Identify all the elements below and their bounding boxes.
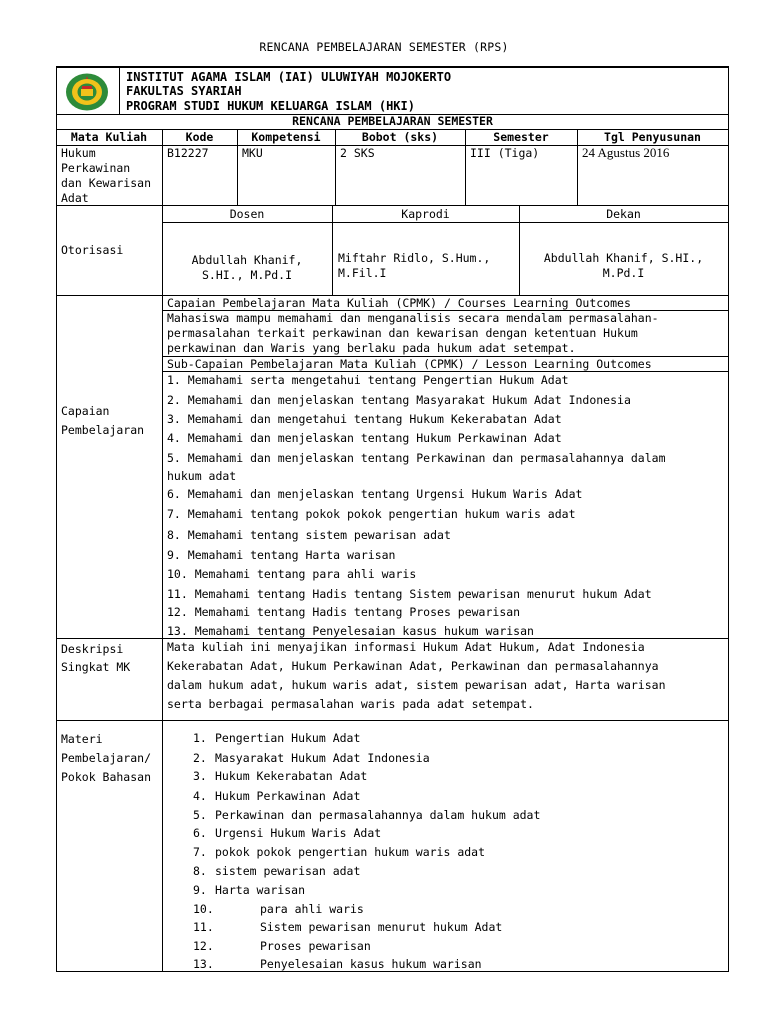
materi-item: para ahli waris [260,902,364,916]
materi-label-line: Pembelajaran/ [61,751,152,765]
divider [162,222,729,223]
course-competency: MKU [242,146,263,160]
divider [56,720,729,721]
materi-item: Urgensi Hukum Waris Adat [215,826,382,840]
materi-item-number: 1. [193,731,207,745]
deskripsi-label-line: Deskripsi [61,642,124,656]
sub-cpmk-heading: Sub-Capaian Pembelajaran Mata Kuliah (CPMK) / Lesson Learning Outcomes [167,357,652,371]
dekan-degree: M.Pd.I [602,266,645,280]
sub-cpmk-item: 1. Memahami serta mengetahui tentang Pengertian Hukum Adat [167,373,569,387]
materi-label-line: Materi [61,732,103,746]
materi-label-line: Pokok Bahasan [61,770,152,784]
materi-item-number: 13. [193,957,214,971]
materi-item-number: 8. [193,864,207,878]
materi-item-number: 11. [193,920,214,934]
sub-cpmk-item: 12. Memahami tentang Hadis tentang Proses pewarisan [167,605,521,619]
materi-item-number: 3. [193,769,207,783]
materi-item-number: 6. [193,826,207,840]
course-credits: 2 SKS [340,146,375,160]
course-name-line: Perkawinan [61,161,131,175]
cpmk-text-line: perkawinan dan Waris yang berlaku pada hukum adat setempat. [167,341,576,355]
deskripsi-text-line: serta berbagai permasalahan waris pada adat setempat. [167,697,534,711]
sub-cpmk-item: 11. Memahami tentang Hadis tentang Sistem pewarisan menurut hukum Adat [167,587,652,601]
deskripsi-text-line: Mata kuliah ini menyajikan informasi Hukum Adat Hukum, Adat Indonesia [167,640,645,654]
deskripsi-label-line: Singkat MK [61,660,131,674]
sub-cpmk-item: 9. Memahami tentang Harta warisan [167,548,396,562]
materi-item: pokok pokok pengertian hukum waris adat [215,845,486,859]
materi-item: Harta warisan [215,883,306,897]
sub-cpmk-item: hukum adat [167,469,237,483]
role-kaprodi: Kaprodi [401,207,450,221]
sub-cpmk-item: 2. Memahami dan menjelaskan tentang Masyarakat Hukum Adat Indonesia [167,393,631,407]
divider [56,205,729,206]
role-dekan: Dekan [606,207,641,221]
materi-item-number: 7. [193,845,207,859]
otorisasi-label: Otorisasi [61,243,124,257]
materi-item: Pengertian Hukum Adat [215,731,361,745]
materi-item-number: 2. [193,751,207,765]
dekan-name: Abdullah Khanif, S.HI., [543,251,704,265]
col-header-mata-kuliah: Mata Kuliah [70,130,148,144]
sub-cpmk-item: 13. Memahami tentang Penyelesaian kasus hukum warisan [167,624,534,638]
materi-item: Sistem pewarisan menurut hukum Adat [260,920,503,934]
course-name-line: Hukum [61,146,96,160]
institution-name: INSTITUT AGAMA ISLAM (IAI) ULUWIYAH MOJOKERTO [126,70,452,84]
role-dosen: Dosen [229,207,265,221]
deskripsi-text-line: dalam hukum adat, hukum waris adat, sistem pewarisan adat, Harta warisan [167,678,666,692]
table-border-top [56,66,729,68]
kaprodi-degree: M.Fil.I [338,266,387,280]
materi-item: Hukum Kekerabatan Adat [215,769,368,783]
sub-cpmk-item: 4. Memahami dan menjelaskan tentang Hukum Perkawinan Adat [167,431,562,445]
cpmk-heading: Capaian Pembelajaran Mata Kuliah (CPMK) / Courses Learning Outcomes [167,296,631,310]
rps-subtitle: RENCANA PEMBELAJARAN SEMESTER [292,114,493,128]
sub-cpmk-item: 6. Memahami dan menjelaskan tentang Urgensi Hukum Waris Adat [167,487,583,501]
cpmk-text-line: Mahasiswa mampu memahami dan menganalisis secara mendalam permasalahan- [167,311,659,325]
table-border-right [728,66,729,972]
sub-cpmk-item: 7. Memahami tentang pokok pokok pengertian hukum waris adat [167,507,576,521]
materi-item: Penyelesaian kasus hukum warisan [260,957,482,971]
faculty-name: FAKULTAS SYARIAH [126,84,242,98]
materi-item: Masyarakat Hukum Adat Indonesia [215,751,430,765]
program-name: PROGRAM STUDI HUKUM KELUARGA ISLAM (HKI) [126,99,415,113]
course-date: 24 Agustus 2016 [582,145,670,160]
dosen-name: Abdullah Khanif, [191,253,303,267]
logo-divider [119,66,120,114]
materi-item: Perkawinan dan permasalahannya dalam hukum adat [215,808,541,822]
sub-cpmk-item: 8. Memahami tentang sistem pewarisan adat [167,528,451,542]
materi-item-number: 4. [193,789,207,803]
col-header-kompetensi: Kompetensi [251,130,321,144]
materi-item: sistem pewarisan adat [215,864,361,878]
materi-item: Hukum Perkawinan Adat [215,789,361,803]
course-name-line: dan Kewarisan [61,176,152,190]
col-header-semester: Semester [493,130,549,144]
sub-cpmk-item: 10. Memahami tentang para ahli waris [167,567,417,581]
sub-cpmk-item: 3. Memahami dan mengetahui tentang Hukum Kekerabatan Adat [167,412,562,426]
materi-item-number: 10. [193,902,214,916]
dosen-degree: S.HI., M.Pd.I [201,268,292,282]
materi-item-number: 9. [193,883,207,897]
course-code: B12227 [167,146,209,160]
col-header-kode: Kode [185,130,214,144]
cpmk-text-line: permasalahan terkait perkawinan dan kewarisan dengan ketentuan Hukum [167,326,638,340]
table-border-left [56,66,57,972]
deskripsi-text-line: Kekerabatan Adat, Hukum Perkawinan Adat, Perkawinan dan permasalahannya [167,659,659,673]
col-header-tgl: Tgl Penyusunan [604,130,701,144]
kaprodi-name: Miftahr Ridlo, S.Hum., [338,251,491,265]
course-semester: III (Tiga) [470,146,540,160]
materi-item: Proses pewarisan [260,939,371,953]
materi-item-number: 12. [193,939,214,953]
materi-item-number: 5. [193,808,207,822]
capaian-label-line: Pembelajaran [61,423,145,437]
col-header-bobot: Bobot (sks) [361,130,439,144]
document-title: RENCANA PEMBELAJARAN SEMESTER (RPS) [259,40,509,54]
university-seal-logo-icon [64,72,110,112]
capaian-label-line: Capaian [61,404,110,418]
sub-cpmk-item: 5. Memahami dan menjelaskan tentang Perkawinan dan permasalahannya dalam [167,451,666,465]
course-name-line: Adat [61,191,89,205]
